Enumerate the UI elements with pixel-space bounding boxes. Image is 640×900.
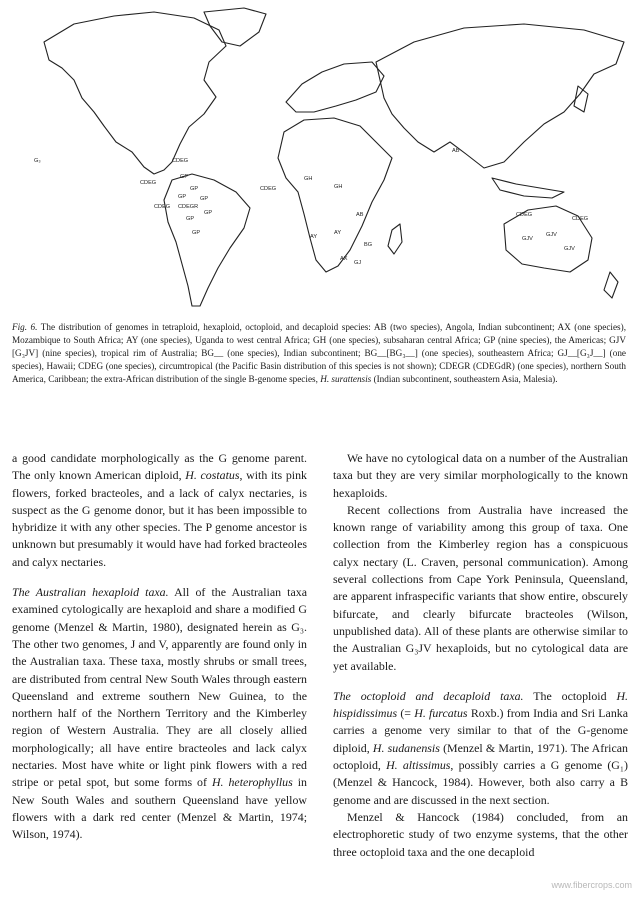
- map-label: CDEG: [260, 186, 277, 192]
- right-paragraph-4: Menzel & Hancock (1984) concluded, from an electrophoretic study of two enzyme systems, that the other three octoploid taxa and the one decaploid: [333, 809, 628, 859]
- north-america-outline: [44, 12, 226, 174]
- map-label: GP: [192, 230, 201, 236]
- map-label: GJV: [522, 236, 533, 242]
- section-heading-octoploid: The octoploid and decaploid taxa.: [333, 688, 524, 703]
- asia-outline: [376, 24, 624, 168]
- map-label: AB: [452, 148, 460, 154]
- map-label: AY: [334, 230, 342, 236]
- madagascar-outline: [388, 224, 402, 254]
- map-label: GP: [180, 174, 189, 180]
- south-america-outline: [164, 174, 250, 306]
- fig-label: Fig. 6.: [12, 322, 38, 332]
- map-label: GP: [178, 194, 187, 200]
- map-label: CDEG: [172, 158, 189, 164]
- caption-species: H. surattensis: [320, 373, 372, 384]
- map-label: GJV: [564, 246, 575, 252]
- left-paragraph-1: a good candidate morphologically as the G genome parent. The only known American diploid, H. costatus, with its pink flowers, forked bracteoles, and a lack of calyx nectaries, is suspect as the G genome donor, but it has been impossible to hybridize it with any other species. The P genome ancestor is unknown but presumably it would have had forked bracteoles and calyx nectaries.: [12, 451, 307, 569]
- right-paragraph-3: The octoploid and decaploid taxa. The octoploid H. hispidissimus (= H. furcatus Roxb.) from India and Sri Lanka carries a genome very similar to that of the G-genome diploid, H. sudanensis (Menzel & Martin, 1971). The African octoploid, H. altissimus, possibly carries a G genome (G₁) (Menzel & Hancock, 1984). However, both also carry a B genome and are discussed in the next section.: [333, 688, 629, 807]
- map-label: CDEG: [516, 212, 533, 218]
- left-paragraph-2: The Australian hexaploid taxa. All of the Australian taxa examined cytologically are hexaploid and share a modified G genome (Menzel & Martin, 1980), designated herein as G₃. The other two genomes, J and V, apparently are found only in the Australian taxa. These taxa, mostly shrubs or small trees, are distributed from central New South Wales through eastern Queensland and extreme southern New Guinea, to the northern half of the Northern Territory and the Kimberley region of Western Australia. They are all closely allied morphologically; all have entire bracteoles and lack calyx nectaries. Most have white or light pink flowers with a red stripe or petal spot, but some forms of H. heterophyllus in New South Wales and southern Queensland have yellow flowers with a dark red center (Menzel & Martin, 1974; Wilson, 1974).: [12, 585, 307, 842]
- map-label: AX: [340, 256, 348, 262]
- right-column: [333, 450, 628, 861]
- map-label: G₃: [34, 158, 41, 164]
- caption-text: The distribution of genomes in tetraploid, hexaploid, octoploid, and decaploid species: AB (two species), Angola, Indian subcontinent; AX (one species), Mozambique to South Africa; AY (one species), Uganda to west central Africa; GH (one species), subsaharan central Africa; GP (nine species), the Americas; GJV [G₃JV] (nine species), tropical rim of Australia; BG__ (one species), Indian subcontinent; BG__[BG₃__] (one species), southeastern Africa; GJ__[G₃J__] (one species), Hawaii; CDEG (one species), circumtropical (the Pacific Basin distribution of this species is not shown); CDEGR (CDEGdR) (one species), northern South America, Caribbean; the extra-African distribution of the single B-genome species,: [12, 322, 626, 384]
- map-label: CDEG: [572, 216, 589, 222]
- map-label: GP: [200, 196, 209, 202]
- map-label: CDEG: [140, 180, 157, 186]
- europe-outline: [286, 62, 384, 112]
- right-paragraph-2: Recent collections from Australia have increased the known range of variability among this group of taxa. One collection from the Kimberley region has a conspicuous calyx nectary (L. Craven, personal communication). Among several collections from Cape York Peninsula, Queensland, are apparent infraspecific variants that show entire, obscurely bifurcate, and clearly bifurcate bracteoles (Wilson, unpublished data). All of these plants are otherwise similar to the Australian G₃JV hexaploids, but no cytological data are yet available.: [333, 502, 628, 673]
- world-map-figure: [4, 2, 636, 320]
- map-label: GJV: [546, 232, 557, 238]
- right-paragraph-1: We have no cytological data on a number of the Australian taxa but they are very similar morphologically to the known hexaploids.: [333, 451, 628, 500]
- map-label: GJ: [354, 260, 362, 266]
- figure-caption: [12, 321, 626, 386]
- map-label: GH: [334, 184, 343, 190]
- left-column: [12, 450, 307, 844]
- genome-labels: [34, 148, 588, 266]
- africa-outline: [278, 118, 392, 272]
- section-heading-australian: The Australian hexaploid taxa.: [12, 585, 169, 600]
- map-label: AY: [310, 234, 318, 240]
- map-label: GH: [304, 176, 313, 182]
- map-label: BG: [364, 242, 373, 248]
- map-label: GP: [204, 210, 213, 216]
- new-zealand-outline: [604, 272, 618, 298]
- watermark: www.fibercrops.com: [551, 880, 632, 890]
- map-label: CDEG: [154, 204, 171, 210]
- indonesia-outline: [492, 178, 564, 198]
- caption-text-end: (Indian subcontinent, southeastern Asia, Malesia).: [371, 373, 558, 384]
- map-label: GP: [190, 186, 199, 192]
- map-label: GP: [186, 216, 195, 222]
- world-map: [4, 2, 636, 320]
- map-label: CDEGR: [178, 204, 199, 210]
- map-label: AB: [356, 212, 364, 218]
